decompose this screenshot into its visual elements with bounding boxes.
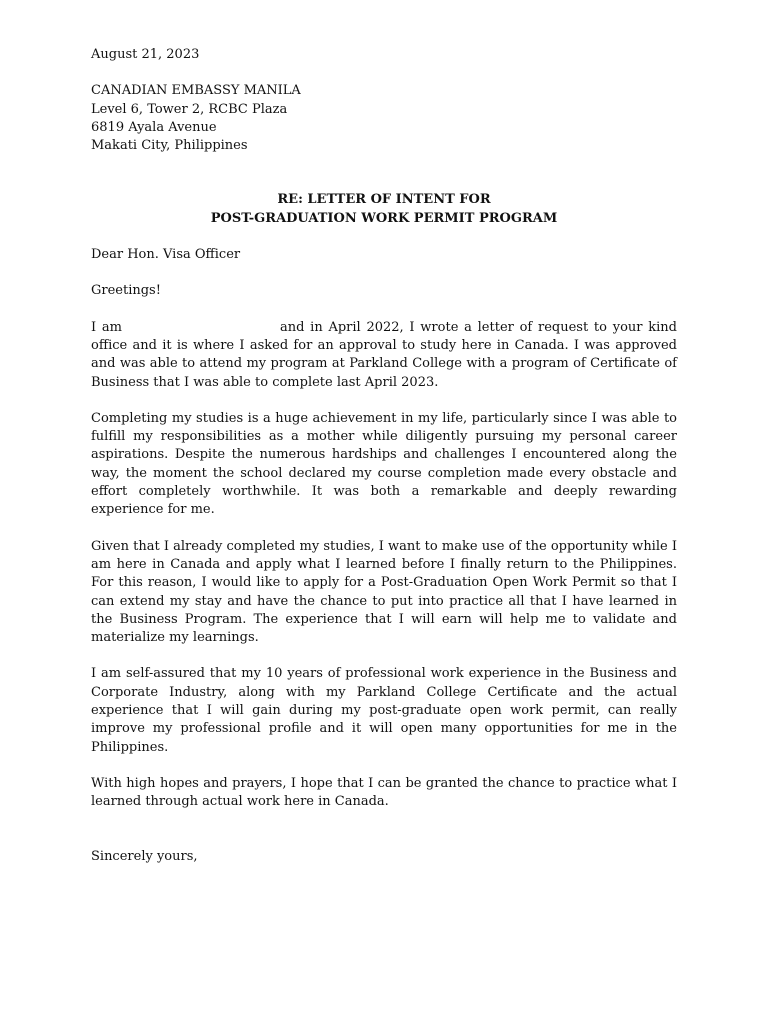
salutation: Dear Hon. Visa Officer	[91, 247, 241, 263]
recipient-address-line-2: 6819 Ayala Avenue	[91, 119, 217, 135]
recipient-address	[91, 82, 677, 155]
subject-heading	[91, 191, 677, 228]
body-paragraph-5: With high hopes and prayers, I hope that I can be granted the chance to practice what I learned through actual work here in Canada.	[91, 775, 677, 810]
closing: Sincerely yours,	[91, 848, 198, 864]
body-paragraph-3: Given that I already completed my studies, I want to make use of the opportunity while I am here in Canada and apply what I learned before I finally return to the Philippines. For this reason, I would like to apply for a Post-Graduation Open Work Permit so that I can extend my stay and have the chance to put into practice all that I have learned in the Business Program. The experience that I will earn will help me to validate and materialize my learnings.	[91, 538, 677, 646]
recipient-address-line-3: Makati City, Philippines	[91, 138, 248, 154]
paragraph-1-rest: and in April 2022, I wrote a letter of request to your kind office and it is where I asked for an approval to study here in Canada. I was approved and was able to attend my program at Parkland College with a program of Certificate of Business that I was able to complete last April 2023.	[91, 319, 677, 390]
body-paragraph-4: I am self-assured that my 10 years of professional work experience in the Business and Corporate Industry, along with my Parkland College Certificate and the actual experience that I will gain during my post-graduate open work permit, can really improve my professional profile and it will open many opportunities for me in the Philippines.	[91, 666, 677, 755]
recipient-address-line-1: Level 6, Tower 2, RCBC Plaza	[91, 101, 288, 117]
body-paragraph-2: Completing my studies is a huge achievement in my life, particularly since I was able to fulfill my responsibilities as a mother while diligently pursuing my personal career aspirations. Despite the numerous hardships and challenges I encountered along the way, the moment the school declared my course completion made every obstacle and effort completely worthwhile. It was both a remarkable and deeply rewarding experience for me.	[91, 410, 677, 518]
body-paragraph-1	[91, 319, 677, 392]
greeting: Greetings!	[91, 283, 161, 299]
subject-line-1: RE: LETTER OF INTENT FOR	[277, 192, 491, 208]
recipient-name: CANADIAN EMBASSY MANILA	[91, 83, 301, 99]
paragraph-1-start: I am	[91, 319, 122, 335]
letter-page	[91, 46, 677, 866]
letter-date: August 21, 2023	[91, 47, 200, 62]
subject-line-2: POST-GRADUATION WORK PERMIT PROGRAM	[210, 210, 558, 226]
